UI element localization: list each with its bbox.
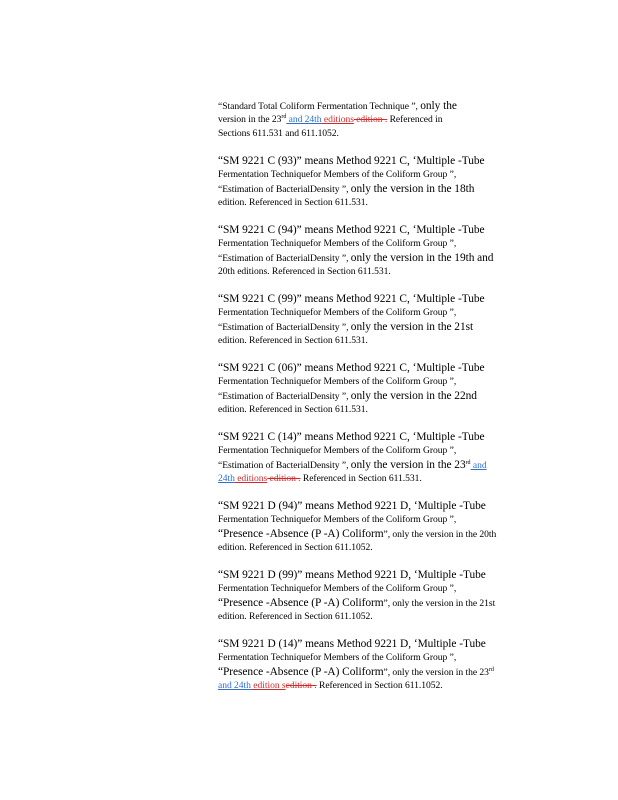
entry-text: “Presence -Absence (P -A) Coliform [218, 666, 384, 678]
entry-text: Referenced in [387, 114, 443, 125]
entry-sm-9221-c-14 [218, 430, 544, 486]
entry-text: Fermentation Techniquefor Members of the Coliform Group ”, [218, 514, 457, 525]
entry-text: only the [420, 100, 457, 112]
entry-text: edition. Referenced in Section 611.531. [218, 335, 368, 346]
entry-text: edition. Referenced in Section 611.531. [218, 197, 368, 208]
entry-text: “Estimation of BacterialDensity ”, [218, 322, 351, 333]
inserted-text: editions [321, 114, 354, 125]
entry-text: Fermentation Techniquefor Members of the Coliform Group ”, [218, 376, 457, 387]
inserted-text: edition [250, 680, 280, 691]
entry-heading: “SM 9221 C (93)” means Method 9221 C, ‘Multiple -Tube [218, 155, 485, 167]
entry-text: only the version in the 18th [350, 183, 475, 195]
entry-heading: “SM 9221 D (14)” means Method 9221 D, ‘Multiple -Tube [218, 638, 486, 650]
inserted-text: and [470, 460, 487, 471]
deleted-text: edition . [267, 473, 301, 484]
entry-text: Fermentation Techniquefor Members of the Coliform Group ”, [218, 307, 457, 318]
entry-text: only the version in the 19th and [350, 252, 494, 264]
entry-text: Fermentation Techniquefor Members of the Coliform Group ”, [218, 238, 457, 249]
entry-sm-9221-d-14 [218, 637, 544, 693]
entry-text: edition. Referenced in Section 611.1052. [218, 542, 373, 553]
entry-text: Fermentation Techniquefor Members of the Coliform Group ”, [218, 169, 457, 180]
entry-text: edition. Referenced in Section 611.1052. [218, 611, 373, 622]
inserted-text: s [279, 680, 286, 691]
entry-text: ”, only the version in the 21st [383, 598, 496, 609]
entry-text: Sections 611.531 and 611.1052. [218, 128, 339, 139]
entry-text: Fermentation Techniquefor Members of the Coliform Group ”, [218, 583, 457, 594]
entry-sm-9221-c-94 [218, 223, 544, 279]
entry-text: 20th editions. Referenced in Section 611.531. [218, 266, 391, 277]
entry-heading: “SM 9221 D (99)” means Method 9221 D, ‘Multiple -Tube [218, 569, 486, 581]
entry-sm-9221-c-93 [218, 154, 544, 210]
superscript: rd [465, 459, 471, 466]
entry-text: Fermentation Techniquefor Members of the Coliform Group ”, [218, 652, 457, 663]
deleted-text: edition . [285, 680, 317, 691]
inserted-text: and 24th [286, 114, 322, 125]
entry-text: Referenced in Section 611.531. [300, 473, 422, 484]
entry-heading: “SM 9221 D (94)” means Method 9221 D, ‘Multiple -Tube [218, 500, 486, 512]
entry-text: only the version in the 22nd [350, 390, 477, 402]
entry-text: “Standard Total Coliform Fermentation Technique ”, [218, 101, 421, 112]
entry-heading: “SM 9221 C (14)” means Method 9221 C, ‘Multiple -Tube [218, 431, 485, 443]
entry-text: “Estimation of BacterialDensity ”, [218, 460, 351, 471]
entry-standard-total-coliform [218, 99, 544, 141]
entry-sm-9221-d-94 [218, 499, 544, 555]
entry-text: only the version in the 21st [350, 321, 474, 333]
entry-text: “Estimation of BacterialDensity ”, [218, 391, 351, 402]
entry-text: “Estimation of BacterialDensity ”, [218, 253, 351, 264]
entry-text: edition. Referenced in Section 611.531. [218, 404, 368, 415]
entry-heading: “SM 9221 C (94)” means Method 9221 C, ‘Multiple -Tube [218, 224, 485, 236]
entry-sm-9221-c-99 [218, 292, 544, 348]
entry-text: only the version in the 23 [350, 459, 466, 471]
entry-text: Fermentation Techniquefor Members of the Coliform Group ”, [218, 445, 457, 456]
entry-text: ”, only the version in the 20th [383, 529, 497, 540]
inserted-text: editions [234, 473, 268, 484]
superscript: rd [281, 113, 287, 120]
deleted-text: edition . [353, 114, 388, 125]
entry-text: Referenced in Section 611.1052. [316, 680, 443, 691]
definitions-list [218, 99, 544, 706]
inserted-text: 24th [218, 473, 235, 484]
entry-text: “Estimation of BacterialDensity ”, [218, 184, 351, 195]
entry-sm-9221-c-06 [218, 361, 544, 417]
entry-sm-9221-d-99 [218, 568, 544, 624]
entry-text: ”, only the version in the 23 [383, 667, 489, 678]
entry-text: version in the 23 [218, 114, 282, 125]
entry-text: “Presence -Absence (P -A) Coliform [218, 597, 384, 609]
entry-text: “Presence -Absence (P -A) Coliform [218, 528, 384, 540]
superscript: rd [488, 666, 494, 673]
inserted-text: and 24th [218, 680, 251, 691]
entry-heading: “SM 9221 C (06)” means Method 9221 C, ‘Multiple -Tube [218, 362, 485, 374]
entry-heading: “SM 9221 C (99)” means Method 9221 C, ‘Multiple -Tube [218, 293, 485, 305]
